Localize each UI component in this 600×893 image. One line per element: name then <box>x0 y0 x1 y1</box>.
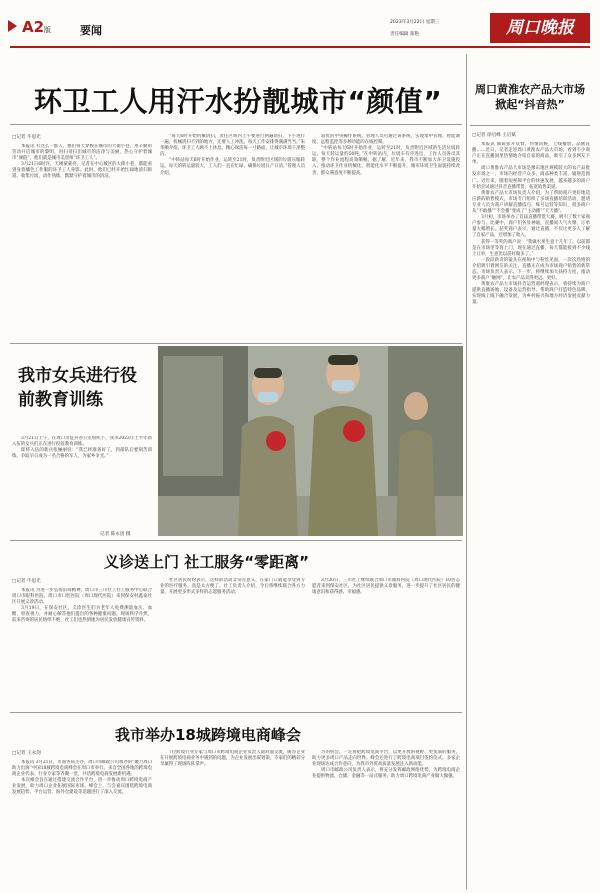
service-byline: □记者 牛思光 <box>12 579 41 584</box>
service-col1 <box>12 588 152 708</box>
divider <box>10 712 462 713</box>
paragraph: 本次峰会旨在通过搭建交流合作平台，进一步推动周口跨境电商产业发展，助力周口企业拓展国际市场。峰会上，与会嘉宾围绕跨境电商发展趋势、平台运营、海外仓建设等话题进行了深入交流。 <box>12 778 152 796</box>
paragraph: 周口市邮政公司负责人表示，将充分发挥邮政网络优势，为跨境电商企业提供物流、仓储、金融等一站式服务，助力周口跨境电商产业做大做强。 <box>312 768 460 780</box>
newspaper-logo: 周口晚报 <box>490 13 590 43</box>
responsible-editor: 责任编辑 郑艳 <box>390 32 420 37</box>
issue-date: 2023年3月22日 星期三 <box>390 20 440 25</box>
ecommerce-col3 <box>312 750 460 887</box>
paragraph: 3月初，市场举办了首届直播带货大赛，吸引了数十家商户参与，比赛中，商户们各显神通，直播间人气火爆，订单量大幅增长。获奖商户表示，通过直播，不仅让更多人了解了自家产品，还增加了收入。 <box>472 215 590 239</box>
side-headline: 周口黄淮农产品大市场掀起“抖音热” <box>475 83 585 111</box>
paragraph: “中转站每天6时开始作业，运转至21时，负责附近区域的生活垃圾转运，每天转运量约50吨。”在中转站内，垃圾车有序进出，工作人员各司其职，整个作业流程高效顺畅。据了解，近年来，我市不断加大环卫设施投入，推动环卫作业机械化、智能化水平不断提升，城市环境卫生面貌持续改善，群众满意度不断提高。 <box>312 146 460 176</box>
paragraph: 3月21日上午，在周口市征兵办公室组织下，我市2023年上半年新入伍的女兵们正在进行役前教育训练。 <box>12 436 152 448</box>
paragraph: 7位跨境行业专家与周口市跨境电商企业负责人面对面交流，解答企业在开展跨境电商业务中遇到的问题，为企业发展出谋划策。专家们的精彩分享赢得了现场阵阵掌声。 <box>160 750 305 768</box>
paragraph: 3月20日，三川社工继续联合周口市眼科医院（周口现代医院）10名志愿者来到保安社区，为社区居民提供义诊服务，进一步提升了社区居民的健康意识和获得感、幸福感。 <box>312 578 460 596</box>
main-headline: 环卫工人用汗水扮靓城市“颜值” <box>34 85 443 118</box>
paragraph: 获得一等奖的商户说：“我做水果生意十几年了，以前都是在市场里等客上门，现在通过直播，每天都能接到不少线上订单，生意比以前好做多了。” <box>472 239 590 257</box>
paragraph: 本报讯 有这么一群人，他们每天穿梭在城市的大街小巷，用辛勤的劳动开启城市的黎明，用扫帚扫出城市的洁净与美丽，热心守护着城市“颜值”，他们就是城市美容师“环卫工人”。 <box>12 144 152 162</box>
paragraph: 黄淮农产品大市场负责人介绍，为了帮助商户更好地适应新的销售模式，市场专门组织了多场直播培训活动，邀请专业人员为商户讲解直播技巧、账号运营等知识，很多商户从“不敢播”“不会播”变成了“主动播”“天天播”。 <box>472 190 590 215</box>
paragraph: 即将入伍的新兵张俪丽说：“我已经准备好了，到部队后要刻苦训练，争取早日成为一名合格的军人，为家乡争光。” <box>12 448 152 460</box>
section-name: 要闻 <box>80 24 102 37</box>
side-body <box>472 142 590 887</box>
ecommerce-col1 <box>12 760 152 887</box>
paragraph: 3月19日，在保安社区，义诊医生们为老年人免费测量血压、血糖，检查视力，并耐心解答他们提出的各种健康问题。现场秩序井然，前来咨询的居民络绎不绝，社工们也热情地为居民发放健康宣传资料。 <box>12 606 152 624</box>
paragraph: “中转站每天6时开始作业，运转至21时，负责附近区域的垃圾压缩转运。每天的转运量较大，工人们一直在忙碌，确保垃圾日产日清。”管理人员介绍。 <box>160 158 305 176</box>
paragraph: 本报讯 3月21日，市商务局主办，周口市邮政公司承办的“聚力周口 助力出海”中国18城跨境电商峰会在周口市举行。来自全国各地的跨境电商企业代表、行业专家等齐聚一堂，共话跨境电商发展新机遇。 <box>12 760 152 778</box>
paragraph: 3月21日6时许，天刚蒙蒙亮，记者在中心城区的大街小巷，都能看到身着橘色工作服的环卫工人身影。此时，他们已经开始忙碌地清扫街道、收集垃圾，动作熟练，默默守护着城市的清洁。 <box>12 162 152 180</box>
paragraph: 社区居民纷纷表示，这样的活动非常有意义，在家门口就能享受到专业的医疗服务，真是太方便了。社工负责人介绍，今后将继续联合各方力量，开展更多形式多样的志愿服务活动。 <box>160 578 305 596</box>
divider <box>10 540 462 541</box>
divider <box>470 125 590 126</box>
ecommerce-headline: 我市举办18城跨境电商峰会 <box>115 726 301 744</box>
photo-credit: 记者 陈永团 摄 <box>100 532 131 537</box>
section-arrow-icon <box>8 20 17 32</box>
soldiers-photo-illustration <box>158 346 463 536</box>
paragraph: 一段段新奇的镜头在视频中与粉丝见面，一次次热情的介绍吸引着网友的关注，直播正在成为市场商户销售的新常态。市场负责人表示，下一步，将继续加大扶持力度，推动更多商户“触网”，让农产品卖得更远、更好。 <box>472 257 590 282</box>
paragraph: 习的机会，一定将把跨境电商平台，以更开放的视野、更优质的服务，助力更多周口产品走向世界。峰会还进行了跨境电商项目签约仪式，多家企业现场达成合作意向，为我市外贸高质量发展注入新动能。 <box>312 750 460 768</box>
header-rule <box>10 46 590 48</box>
service-col2 <box>160 578 305 708</box>
paragraph: 黄淮农产品大市场抖音运营部经理表示，将持续为商户提供直播场地、设备及运营指导，帮助商户打造特色品牌，实现线上线下融合发展，为乡村振兴和地方经济发展贡献力量。 <box>472 282 590 306</box>
paragraph: “每天6时开始机械清扫，责任区域内上午要进行两遍清扫，下午进行一遍，机械清扫不到的地方，还要人工冲洗。每天工作安排得满满当当。”朱华顺介绍。环卫工人顾不上休息，精心保洁每一寸路面，让城市环境干净整洁。 <box>160 134 305 158</box>
divider <box>10 343 462 344</box>
column-divider <box>466 54 467 889</box>
main-col1 <box>12 144 152 339</box>
main-col3 <box>312 134 460 339</box>
paragraph: 本报讯 为进一步弘扬雷锋精神，周口市三川社工社工服务中心联合周口市眼科医院、周口市口腔医院（周口现代医院）来到保安村鑫泰社区开展义诊活动。 <box>12 588 152 606</box>
main-col2 <box>160 134 305 339</box>
ecommerce-byline: □记者 王永剑 <box>12 751 41 756</box>
soldier-headline: 我市女兵进行役前教育训练 <box>18 366 137 410</box>
main-byline: □记者 牛思光 <box>12 135 41 140</box>
paragraph: 本报讯 铺锐张开双臂，热情问候，上线播放，品牌直播……近日，记者走进周口黄淮农产品大市场，看到不少商户正在直播间里热情地介绍自家的商品，吸引了众多网友下单。 <box>472 142 590 166</box>
service-col3 <box>312 578 460 708</box>
service-headline: 义诊送上门 社工服务“零距离” <box>104 553 309 571</box>
paragraph: 周口黄淮农产品大市场是豫东地区规模较大的农产品批发市场之一，市场内经营户众多，商品种类丰富，辐射范围广。近年来，随着短视频平台的快速发展，越来越多的商户开始尝试通过抖音直播带货，拓宽销售渠道。 <box>472 166 590 190</box>
side-byline: □记者 徐启峰 王启斌 <box>472 133 517 138</box>
ecommerce-col2 <box>160 750 305 887</box>
soldier-body <box>12 436 152 531</box>
soldiers-photo <box>158 346 463 536</box>
page-number: A2版 <box>22 18 52 36</box>
paragraph: 较优的中央操作系统，管理人员可通过该系统，实现集中管理、智能调度、远程监控等多种功能的在线控制。 <box>312 134 460 146</box>
divider <box>10 124 462 125</box>
